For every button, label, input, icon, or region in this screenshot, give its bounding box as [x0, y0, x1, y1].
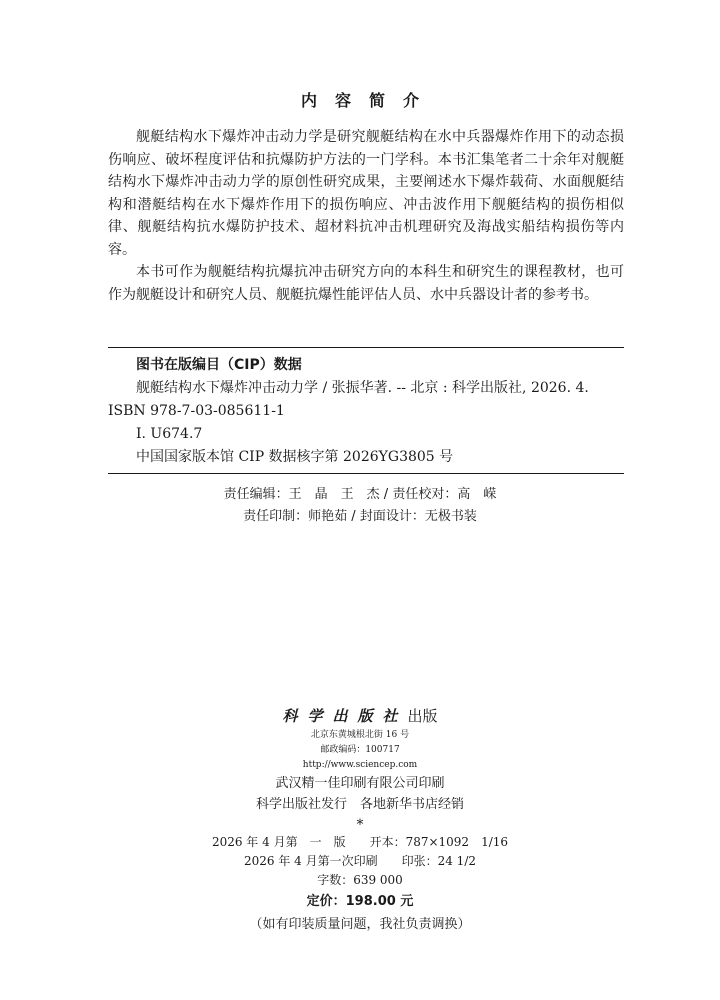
publisher-name-row: [0, 704, 720, 728]
quality-notice: （如有印装质量问题，我社负责调换）: [249, 917, 471, 932]
printer-line: 武汉精一佳印刷有限公司印刷: [275, 776, 445, 791]
publisher-block: [0, 704, 720, 936]
editors-line-2: 责任印制：师艳茹 / 封面设计：无极书装: [243, 509, 477, 524]
separator-asterisk: *: [356, 817, 364, 833]
publisher-website: http://www.sciencep.com: [302, 760, 418, 770]
publisher-address: 北京东黄城根北街 16 号: [310, 730, 410, 740]
cip-classification: Ⅰ. U674.7: [136, 426, 203, 442]
price-line: 定价：198.00 元: [306, 894, 414, 909]
page-title: 内容简介: [300, 91, 437, 110]
editorial-credits: [0, 484, 720, 528]
cip-heading: 图书在版编目（CIP）数据: [136, 357, 302, 373]
intro-paragraph-1: 舰艇结构水下爆炸冲击动力学是研究舰艇结构在水中兵器爆炸作用下的动态损伤响应、破坏程度评估和抗爆防护方法的一门学科。本书汇集笔者二十余年对舰艇结构水下爆炸冲击动力学的原创性研究成果，主要阐述水下爆炸载荷、水面舰艇结构和潜艇结构在水下爆炸作用下的损伤响应、冲击波作用下舰艇结构的损伤相似律、舰艇结构抗水爆防护技术、超材料抗冲击机理研究及海战实船结构损伤等内容。: [108, 129, 624, 258]
book-introduction: [108, 126, 624, 306]
print-specs: [0, 833, 720, 890]
distribution-line: 科学出版社发行 各地新华书店经销: [255, 797, 464, 812]
publisher-postcode: 邮政编码：100717: [320, 745, 400, 755]
cip-data-block: [108, 347, 624, 474]
word-count-line: 字数：639 000: [317, 873, 403, 887]
publisher-logo-text: 科学出版社: [282, 707, 408, 725]
editors-line-1: 责任编辑：王 晶 王 杰 / 责任校对：高 嵘: [223, 487, 497, 502]
intro-paragraph-2: 本书可作为舰艇结构抗爆抗冲击研究方向的本科生和研究生的课程教材，也可作为舰艇设计和研究人员、舰艇抗爆性能评估人员、水中兵器设计者的参考书。: [108, 264, 624, 303]
cip-approval-number: 中国国家版本馆 CIP 数据核字第 2026YG3805 号: [136, 449, 454, 465]
cip-record-line: 舰艇结构水下爆炸冲击动力学 / 张振华著. -- 北京 : 科学出版社, 2026. 4.: [136, 380, 589, 396]
impression-line: 2026 年 4 月第一次印刷 印张：24 1/2: [243, 854, 476, 868]
edition-line: 2026 年 4 月第 一 版 开本：787×1092 1/16: [211, 835, 509, 849]
cip-isbn: ISBN 978-7-03-085611-1: [108, 403, 285, 419]
publisher-suffix: 出版: [407, 707, 438, 725]
